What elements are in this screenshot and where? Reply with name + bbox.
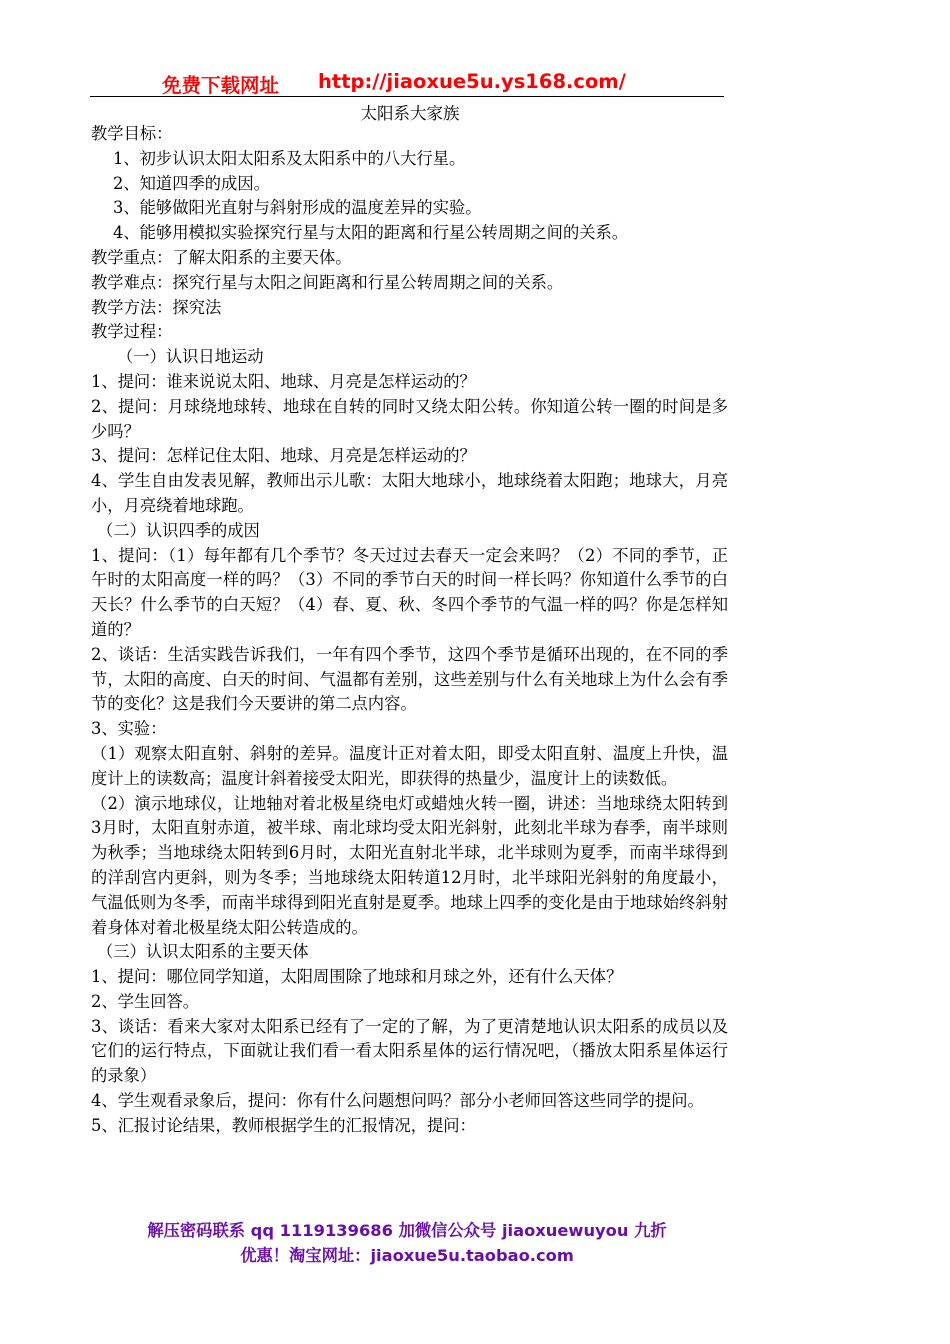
document-body: [91, 122, 728, 1139]
paragraph: 教学目标：: [91, 124, 173, 143]
paragraph: 3、谈话：看来大家对太阳系已经有了一定的了解，为了更清楚地认识太阳系的成员以及它们的运行特点，下面就让我们看一看太阳系星体的运行情况吧，（播放太阳系星体运行的录象）: [91, 1016, 728, 1086]
footer-line-1: 解压密码联系 qq 1119139686 加微信公众号 jiaoxuewuyou 九折: [147, 1221, 667, 1240]
paragraph: 1、初步认识太阳太阳系及太阳系中的八大行星。: [113, 148, 466, 168]
paragraph: 3、实验：: [91, 719, 167, 739]
paragraph: 2、知道四季的成因。: [113, 173, 270, 193]
paragraph: （2）演示地球仪，让地轴对着北极星绕电灯或蜡烛火转一圈，讲述：当地球绕太阳转到3月时，太阳直射赤道，被半球、南北球均受太阳光斜射，此刻北半球为春季，南半球则为秋季；当地球绕太阳转到6月时，太阳光直射北半球，北半球则为夏季，而南半球得到的洋刮宫内更斜，则为冬季；当地球绕太阳转道12月时，北半球阳光斜射的角度最小，气温低则为冬季，而南半球得到阳光直射是夏季。地球上四季的变化是由于地球始终斜射着身体对着北极星绕太阳公转造成的。: [91, 793, 728, 937]
paragraph: 4、学生自由发表见解，教师出示儿歌：太阳大地球小，地球绕着太阳跑；地球大，月亮小，月亮绕着地球跑。: [91, 471, 728, 515]
paragraph: 2、学生回答。: [91, 991, 200, 1011]
section-heading: （三）认识太阳系的主要天体: [97, 942, 309, 962]
paragraph: 教学过程：: [91, 322, 173, 342]
paragraph: 5、汇报讨论结果，教师根据学生的汇报情况，提问：: [91, 1115, 476, 1135]
section-heading: （一）认识日地运动: [117, 347, 264, 367]
footer-line-2: 优惠！淘宝网址：jiaoxue5u.taobao.com: [240, 1246, 574, 1265]
paragraph: 3、提问：怎样记住太阳、地球、月亮是怎样运动的？: [91, 446, 476, 466]
paragraph: 2、谈话：生活实践告诉我们，一年有四个季节，这四个季节是循环出现的，在不同的季节，太阳的高度、白天的时间、气温都有差别，这些差别与什么有关地球上为什么会有季节的变化？这是我们今天要讲的第二点内容。: [91, 644, 728, 714]
paragraph: 4、能够用模拟实验探究行星与太阳的距离和行星公转周期之间的关系。: [113, 223, 629, 243]
paragraph: 教学方法：探究法: [91, 297, 222, 317]
paragraph: 1、提问：（1）每年都有几个季节？冬天过过去春天一定会来吗？（2）不同的季节，正午时的太阳高度一样的吗？（3）不同的季节白天的时间一样长吗？你知道什么季节的白天长？什么季节的白天短？（4）春、夏、秋、冬四个季节的气温一样的吗？你是怎样知道的？: [91, 545, 728, 639]
paragraph: 3、能够做阳光直射与斜射形成的温度差异的实验。: [113, 198, 482, 218]
paragraph: 教学难点：探究行星与太阳之间距离和行星公转周期之间的关系。: [91, 272, 564, 292]
paragraph: 2、提问：月球绕地球转、地球在自转的同时又绕太阳公转。你知道公转一圈的时间是多少吗？: [91, 396, 728, 441]
download-header: [90, 66, 724, 97]
header-label: 免费下载网址: [162, 74, 280, 97]
paragraph: 4、学生观看录象后，提问：你有什么问题想问吗？部分小老师回答这些同学的提问。: [91, 1091, 704, 1111]
paragraph: （1）观察太阳直射、斜射的差异。温度计正对着太阳，即受太阳直射、温度上升快，温度计上的读数高；温度计斜着接受太阳光，即获得的热量少，温度计上的读数低。: [91, 743, 728, 788]
header-url-link[interactable]: http://jiaoxue5u.ys168.com/: [318, 70, 626, 93]
section-heading: （二）认识四季的成因: [97, 520, 260, 540]
paragraph: 1、提问：哪位同学知道，太阳周围除了地球和月球之外，还有什么天体？: [91, 967, 623, 987]
paragraph: 1、提问：谁来说说太阳、地球、月亮是怎样运动的？: [91, 371, 476, 391]
promo-footer: [90, 1218, 724, 1268]
paragraph: 教学重点：了解太阳系的主要天体。: [91, 247, 352, 267]
document-title: 太阳系大家族: [360, 104, 460, 123]
